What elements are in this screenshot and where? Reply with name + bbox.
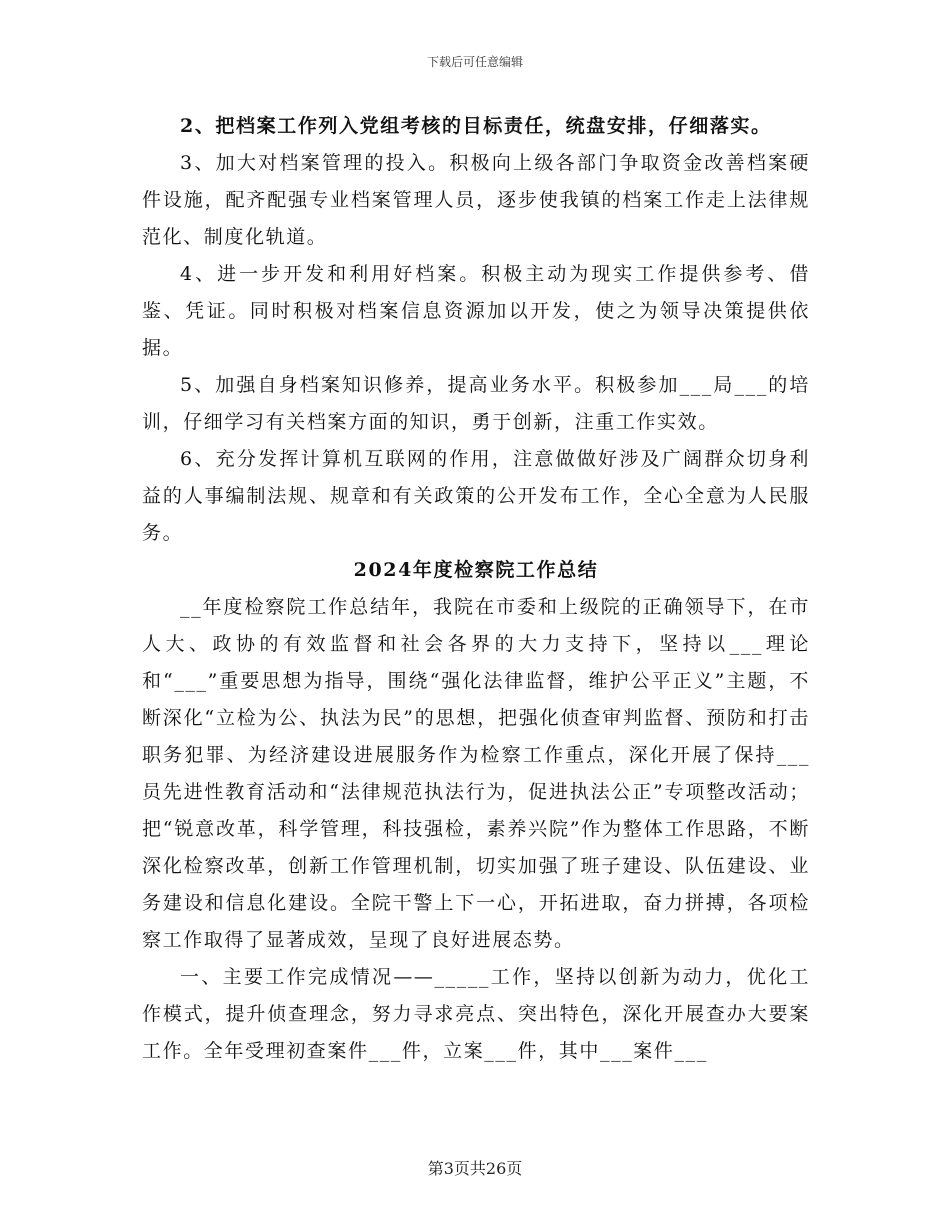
paragraph-intro: __年度检察院工作总结年，我院在市委和上级院的正确领导下，在市人大、政协的有效监督和社会各界的大力支持下，坚持以___理论和“___”重要思想为指导，围绕“强化法律监督，维护公平正义”主题，不断深化“立检为公、执法为民”的思想，把强化侦查审判监督、预防和打击职务犯罪、为经济建设进展服务作为检察工作重点，深化开展了保持___员先进性教育活动和“法律规范执法行为，促进执法公正”专项整改活动；把“锐意改革，科学管理，科技强检，素养兴院”作为整体工作思路，不断深化检察改革，创新工作管理机制，切实加强了班子建设、队伍建设、业务建设和信息化建设。全院干警上下一心，开拓进取，奋力拼搏，各项检察工作取得了显著成效，呈现了良好进展态势。 [142, 596, 810, 951]
paragraph-item-6: 6、充分发挥计算机互联网的作用，注意做做好涉及广阔群众切身利益的人事编制法规、规章和有关政策的公开发布工作，全心全意为人民服务。 [142, 448, 810, 544]
page-header: 下载后可任意编辑 [426, 55, 523, 69]
page-footer: 第3页共26页 [427, 1159, 523, 1178]
paragraph-item-3: 3、加大对档案管理的投入。积极向上级各部门争取资金改善档案硬件设施，配齐配强专业档案管理人员，逐步使我镇的档案工作走上法律规范化、制度化轨道。 [142, 152, 810, 248]
paragraph-main-work: 一、主要工作完成情况——_____工作，坚持以创新为动力，优化工作模式，提升侦查理念，努力寻求亮点、突出特色，深化开展查办大要案工作。全年受理初查案件___件，立案___件，其中___案件___ [142, 966, 810, 1062]
document-body [142, 108, 810, 1070]
section-title: 2024年度检察院工作总结 [353, 559, 599, 581]
paragraph-item-2: 2、把档案工作列入党组考核的目标责任，统盘安排，仔细落实。 [180, 115, 772, 137]
paragraph-item-4: 4、进一步开发和利用好档案。积极主动为现实工作提供参考、借鉴、凭证。同时积极对档案信息资源加以开发，使之为领导决策提供依据。 [142, 263, 810, 359]
paragraph-item-5: 5、加强自身档案知识修养，提高业务水平。积极参加___局___的培训，仔细学习有关档案方面的知识，勇于创新，注重工作实效。 [142, 374, 810, 433]
